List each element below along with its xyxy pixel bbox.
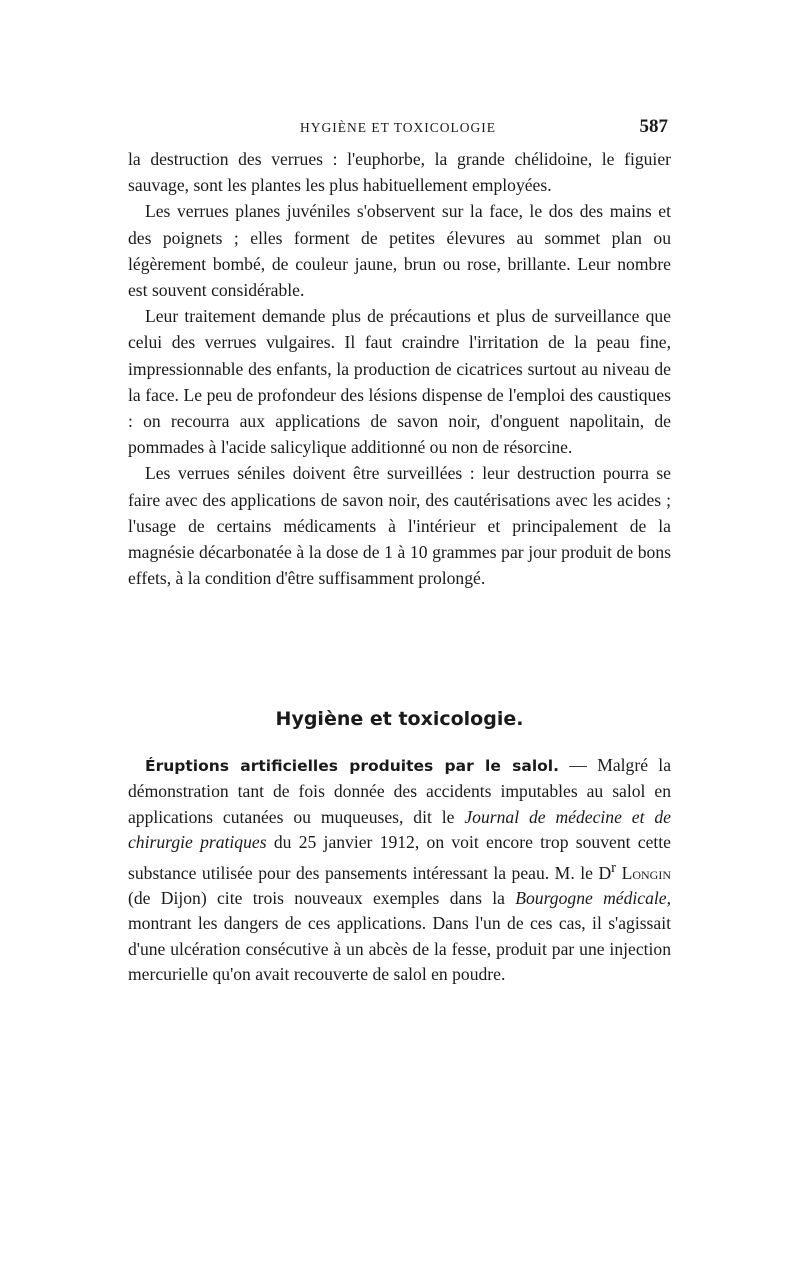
- journal-title: Journal de médecine et de chirurgie pratiques: [128, 806, 671, 853]
- article-text-3: (de Dijon) cite trois nouveaux exemples dans la: [128, 887, 516, 908]
- doctor-superscript: r: [611, 859, 617, 876]
- page-number: 587: [639, 116, 668, 137]
- paragraph-verrues-seniles: Les verrues séniles doivent être surveillées : leur destruction pourra se faire avec des applications de savon noir, des cautérisations avec les acides ; l'usage de certains médicaments à l'intérieur et principalement de la magnésie décarbonatée à la dose de 1 à 10 grammes par jour produit de bons effets, à la condition d'être suffisamment prolongé.: [128, 463, 671, 589]
- paragraph-traitement: Leur traitement demande plus de précautions et plus de surveillance que celui des verrues vulgaires. Il faut craindre l'irritation de la peau fine, impressionnable des enfants, la production de cicatrices surtout au niveau de la face. Le peu de profondeur des lésions dispense de l'emploi des caustiques : on recourra aux applications de savon noir, d'onguent napolitain, de pommades à l'acide salicylique additionné ou non de résorcine.: [128, 306, 671, 458]
- article-heading: Éruptions artificielles produites par le salol.: [145, 757, 560, 775]
- article-paragraph: [128, 753, 671, 988]
- page-header: [128, 117, 668, 141]
- article-body: [128, 753, 671, 988]
- article-text-1: — Malgré la démonstration tant de fois donnée des accidents imputables au salol en applications cutanées ou muqueuses, dit le: [128, 755, 671, 827]
- section-heading: Hygiène et toxicologie.: [275, 708, 524, 730]
- paragraph-continued: la destruction des verrues : l'euphorbe, la grande chélidoine, le figuier sauvage, sont les plantes les plus habituellement employées.: [128, 149, 671, 196]
- article-text-2: du 25 janvier 1912, on voit encore trop souvent cette substance utilisée pour des pansements intéressant la peau. M. le D: [128, 832, 671, 883]
- author-name: Longin: [621, 862, 671, 883]
- review-title: Bourgogne médicale: [515, 887, 667, 908]
- paragraph-verrues-planes: Les verrues planes juvéniles s'observent sur la face, le dos des mains et des poignets ; elles forment de petites élevures au sommet plan ou légèrement bombé, de couleur jaune, brun ou rose, brillante. Leur nombre est souvent considérable.: [128, 201, 671, 301]
- running-title: HYGIÈNE ET TOXICOLOGIE: [300, 120, 496, 135]
- body-text: [128, 146, 671, 591]
- article-text-4: , montrant les dangers de ces applications. Dans l'un de ces cas, il s'agissait d'une ulcération consécutive à un abcès de la fesse, produit par une injection mercurielle qu'on avait recouverte de salol en poudre.: [128, 887, 672, 985]
